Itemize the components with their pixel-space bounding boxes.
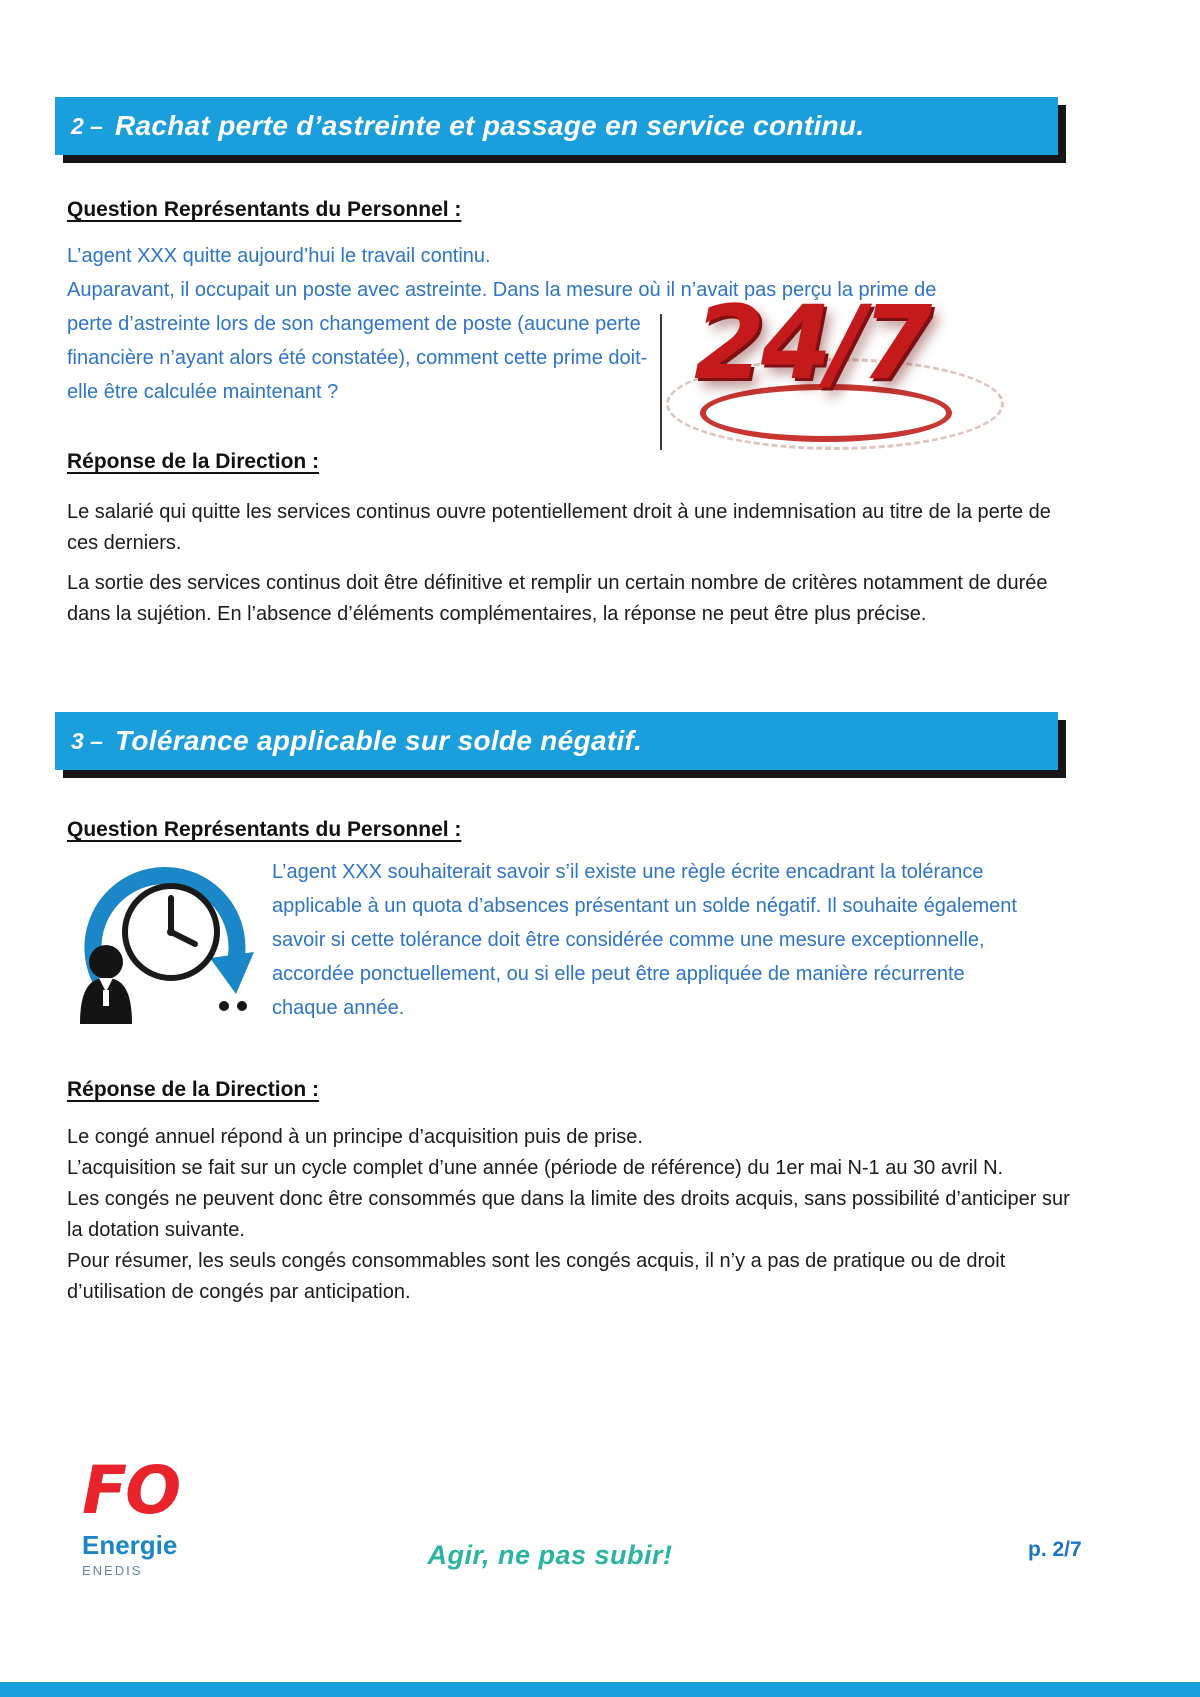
response-line: Les congés ne peuvent donc être consommés que dans la limite des droits acquis, sans possibilité d’anticiper sur la dotation suivante. — [67, 1188, 1070, 1241]
fo-logo-enedis: ENEDIS — [82, 1563, 143, 1578]
image-edge-line — [660, 314, 662, 450]
section-2-question-heading: Question Représentants du Personnel : — [67, 198, 462, 221]
response-line: L’acquisition se fait sur un cycle complet d’une année (période de référence) du 1er mai N-1 au 30 avril N. — [67, 1157, 1004, 1179]
24-7-text: 24/7 — [694, 284, 929, 403]
page-number: p. 2/7 — [1028, 1538, 1082, 1561]
footer-slogan: Agir, ne pas subir! — [427, 1540, 673, 1570]
section-2-question-wrapped: perte d’astreinte lors de son changement de poste (aucune perte financière n’ayant alors été constatée), comment cette prime doit-elle être calculée maintenant ? — [67, 313, 648, 403]
section-3-number: 3 – — [71, 727, 103, 754]
section-2-question-line2: Auparavant, il occupait un poste avec astreinte. Dans la mesure où il n’avait pas perçu la prime de — [67, 279, 937, 301]
section-3-banner — [55, 712, 1058, 770]
footer-bar — [0, 1682, 1200, 1697]
response-line: Pour résumer, les seuls congés consommables sont les congés acquis, il n’y a pas de pratique ou de droit d’utilisation de congés par anticipation. — [67, 1250, 1006, 1303]
section-2-response-heading: Réponse de la Direction : — [67, 450, 320, 473]
section-3-response-block — [67, 1122, 1075, 1308]
fo-logo-energie: Energie — [82, 1530, 178, 1560]
clock-icon — [72, 852, 272, 1032]
section-3-title: Tolérance applicable sur solde négatif. — [114, 725, 643, 756]
section-2-response-para1: Le salarié qui quitte les services continus ouvre potentiellement droit à une indemnisation au titre de la perte de ces derniers. — [67, 501, 1051, 554]
response-line: Le congé annuel répond à un principe d’acquisition puis de prise. — [67, 1126, 643, 1148]
section-2-title: Rachat perte d’astreinte et passage en service continu. — [114, 110, 865, 141]
section-3-question-heading: Question Représentants du Personnel : — [67, 818, 462, 841]
section-2-question-line1: L’agent XXX quitte aujourd’hui le travail continu. — [67, 245, 491, 267]
section-2-response-para2: La sortie des services continus doit être définitive et remplir un certain nombre de critères notamment de durée dans la sujétion. En l’absence d’éléments complémentaires, la réponse ne peut être plus précise. — [67, 572, 1048, 625]
section-2-banner — [55, 97, 1058, 155]
24-7-illustration — [652, 284, 1012, 458]
fo-logo-mark: FO — [82, 1452, 180, 1529]
section-3-response-heading: Réponse de la Direction : — [67, 1078, 320, 1101]
clock-illustration — [72, 852, 272, 1032]
section-3-question-text: L’agent XXX souhaiterait savoir s’il existe une règle écrite encadrant la tolérance applicable à un quota d’absences présentant un solde négatif. Il souhaite également savoir si cette tolérance doit être considérée comme une mesure exceptionnelle, accordée ponctuellement, ou si elle peut être appliquée de manière récurrente chaque année. — [272, 861, 1017, 1019]
section-2-number: 2 – — [71, 112, 103, 139]
